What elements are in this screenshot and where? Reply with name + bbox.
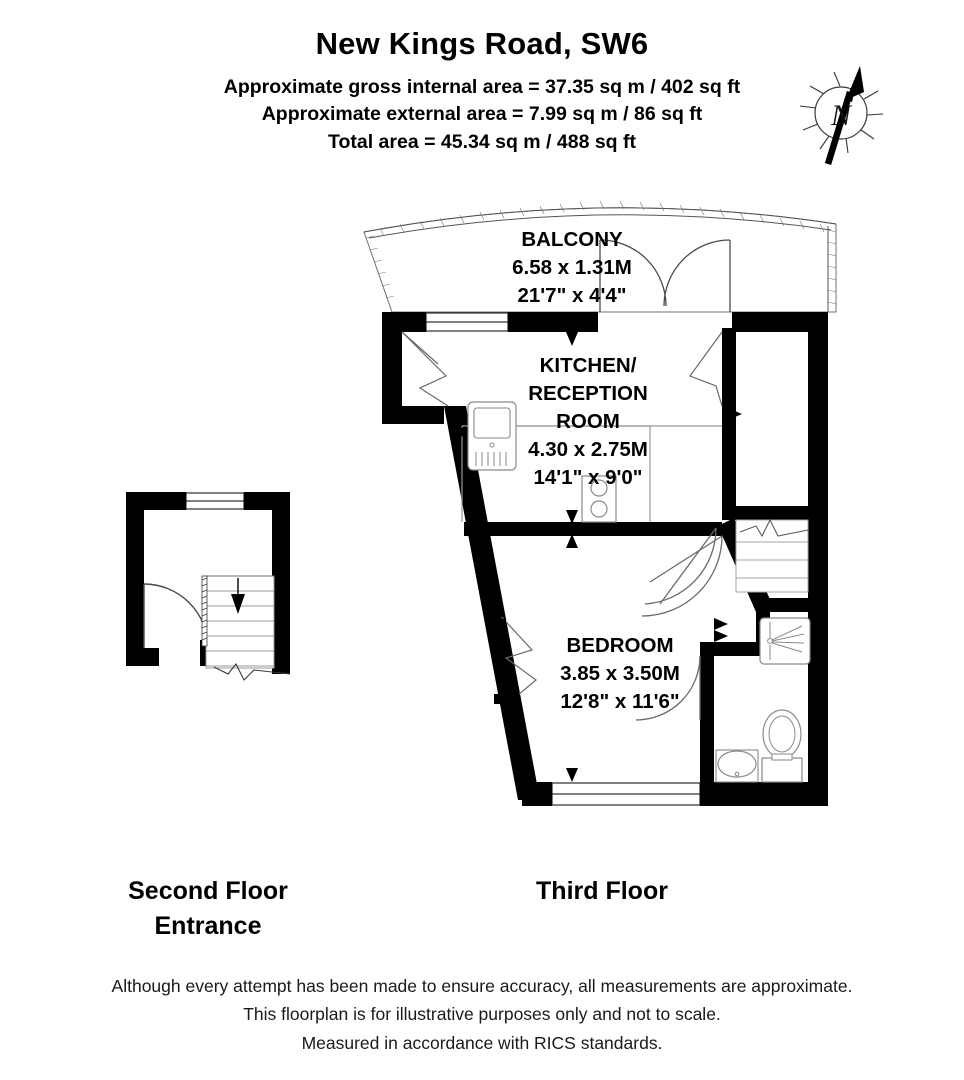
kitchen-sink-icon [468,402,516,470]
kitchen-name-line-3: ROOM [556,410,620,433]
kitchen-name-line-1: KITCHEN/ [539,354,637,377]
compass-rose [782,42,902,172]
bedroom-metric: 3.85 x 3.50M [560,662,680,685]
disclaimer-line-3: Measured in accordance with RICS standards. [301,1032,663,1053]
disclaimer [0,972,964,1057]
wash-basin-icon [716,750,758,782]
staircase-up [736,520,808,592]
disclaimer-line-2: This floorplan is for illustrative purposes only and not to scale. [243,1004,721,1025]
external-area-line: Approximate external area = 7.99 sq m / 86 sq ft [261,103,703,126]
second-floor-caption [58,874,358,943]
hall-door-2 [645,528,716,604]
page-title: New Kings Road, SW6 [315,26,649,61]
third-floor-caption-line-1: Third Floor [536,877,668,905]
bedroom-imperial: 12'8" x 11'6" [560,690,680,713]
second-floor-caption-line-2: Entrance [154,911,262,940]
floorplan-drawing [0,180,964,840]
gross-internal-area-line: Approximate gross internal area = 37.35 sq m / 402 sq ft [223,75,741,98]
total-area-line: Total area = 45.34 sq m / 488 sq ft [328,131,636,154]
third-floor-plan [364,201,836,806]
second-floor-caption-line-1: Second Floor [128,877,288,905]
bedroom-label [560,634,680,713]
balcony-imperial: 21'7" x 4'4" [517,284,627,307]
kitchen-name-line-2: RECEPTION [528,382,648,405]
kitchen-label [528,354,648,489]
toilet-icon [762,710,802,782]
disclaimer-line-1: Although every attempt has been made to ensure accuracy, all measurements are approximate. [111,976,853,996]
compass-north-label: N [830,99,852,132]
balcony-label [512,228,632,307]
hall-door-1 [642,536,722,616]
balcony-name: BALCONY [521,228,623,251]
bedroom-name: BEDROOM [566,634,674,657]
second-floor-plan [126,492,290,680]
entrance-door [144,584,208,648]
staircase-down [202,576,274,668]
kitchen-right-bay-window [690,332,722,406]
kitchen-imperial: 14'1" x 9'0" [533,466,643,489]
kitchen-metric: 4.30 x 2.75M [528,438,648,461]
balcony-metric: 6.58 x 1.31M [512,256,632,279]
kitchen-bay-window [402,332,448,406]
compass-north-arrow-icon [782,42,902,172]
third-floor-caption [452,874,752,909]
second-floor-window [186,493,244,509]
shower-tray-icon [760,618,810,664]
